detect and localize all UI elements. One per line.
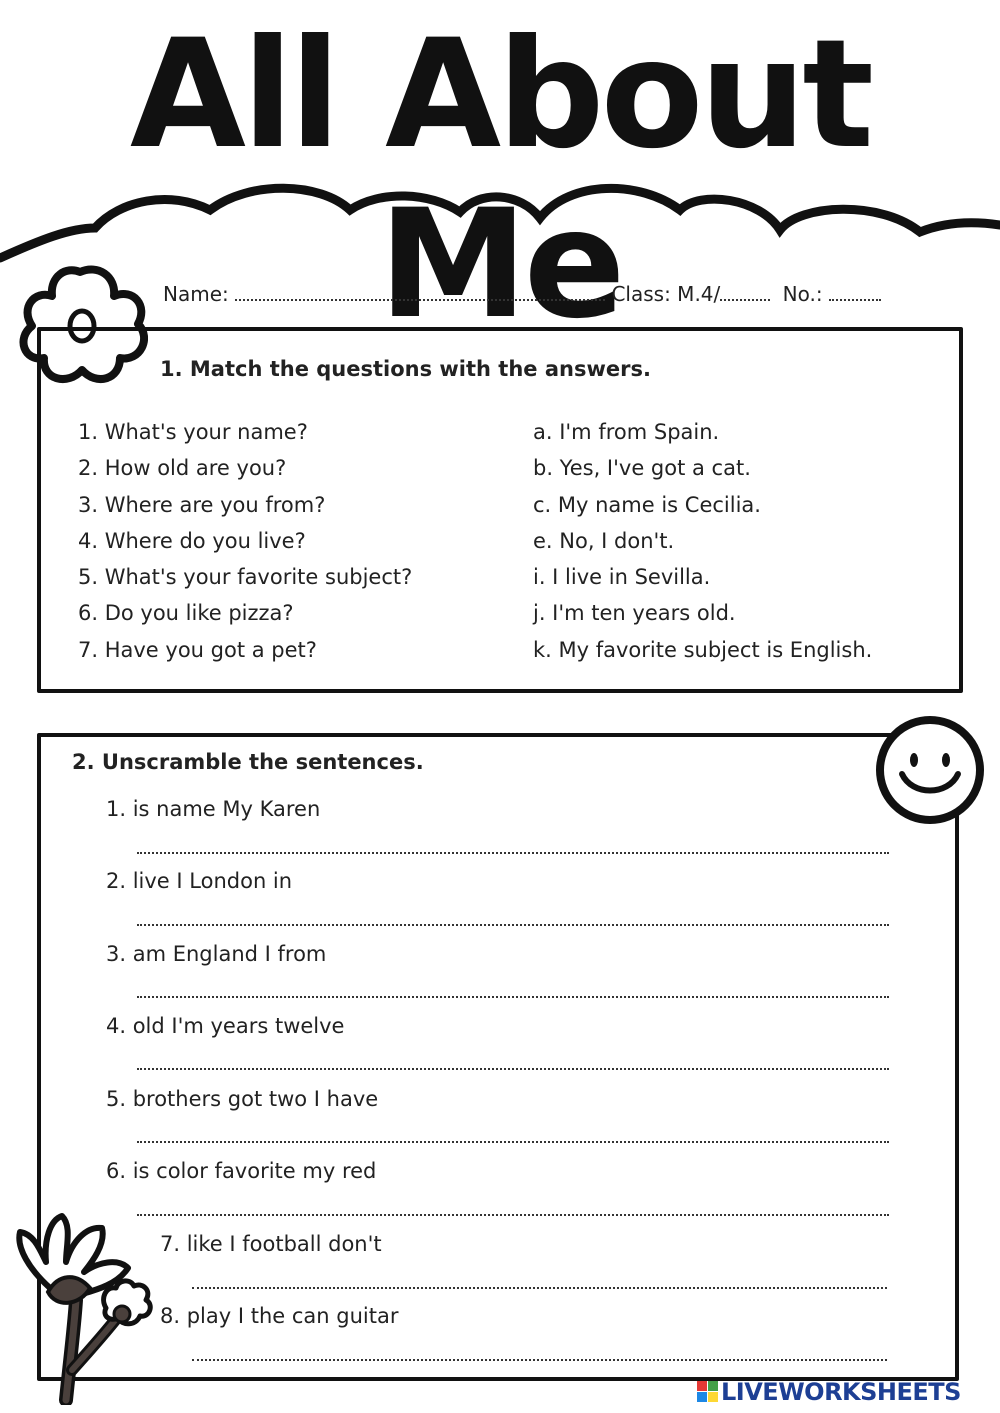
answer-line[interactable]	[137, 1068, 889, 1070]
answer-item: b. Yes, I've got a cat.	[533, 456, 751, 481]
question-list	[78, 414, 412, 668]
unscramble-item: 6. is color favorite my red	[106, 1159, 377, 1183]
number-field[interactable]	[829, 283, 881, 301]
answer-line[interactable]	[192, 1359, 887, 1361]
answer-list	[533, 414, 872, 668]
answer-item: i. I live in Sevilla.	[533, 565, 711, 590]
answer-item: k. My favorite subject is English.	[533, 637, 873, 662]
class-field[interactable]	[720, 283, 770, 301]
question-item: 5. What's your favorite subject?	[78, 565, 413, 590]
unscramble-item: 3. am England I from	[106, 942, 327, 966]
name-label: Name:	[163, 282, 229, 306]
class-label: Class: M.4/	[611, 282, 721, 306]
page-title: All About Me	[129, 8, 871, 352]
answer-line[interactable]	[137, 996, 889, 998]
unscramble-item: 5. brothers got two I have	[106, 1087, 379, 1111]
daisy-flowers-icon	[10, 1210, 160, 1405]
unscramble-item: 2. live I London in	[106, 869, 293, 893]
liveworksheets-logo	[697, 1378, 961, 1406]
answer-item: c. My name is Cecilia.	[533, 492, 761, 517]
answer-line[interactable]	[192, 1287, 887, 1289]
question-item: 7. Have you got a pet?	[78, 637, 317, 662]
question-item: 2. How old are you?	[78, 456, 287, 481]
answer-line[interactable]	[137, 852, 889, 854]
answer-item: e. No, I don't.	[533, 528, 675, 553]
question-item: 6. Do you like pizza?	[78, 601, 294, 626]
unscramble-item: 4. old I'm years twelve	[106, 1014, 345, 1038]
answer-line[interactable]	[137, 1214, 889, 1216]
question-item: 1. What's your name?	[78, 420, 308, 444]
unscramble-item: 1. is name My Karen	[106, 797, 321, 821]
student-info-line	[163, 282, 881, 306]
answer-item: a. I'm from Spain.	[533, 420, 720, 444]
unscramble-item: 8. play I the can guitar	[160, 1304, 399, 1328]
logo-text: LIVEWORKSHEETS	[721, 1378, 961, 1406]
exercise1-heading: 1. Match the questions with the answers.	[160, 357, 651, 381]
unscramble-item: 7. like I football don't	[160, 1232, 382, 1256]
question-item: 4. Where do you live?	[78, 528, 306, 553]
logo-icon	[697, 1381, 719, 1403]
exercise2-heading: 2. Unscramble the sentences.	[72, 750, 424, 774]
answer-line[interactable]	[137, 1141, 889, 1143]
answer-item: j. I'm ten years old.	[533, 601, 736, 626]
question-item: 3. Where are you from?	[78, 492, 326, 517]
smiley-icon	[872, 712, 988, 828]
number-label: No.:	[782, 282, 823, 306]
exercise2-box	[37, 733, 959, 1381]
name-field[interactable]	[235, 283, 605, 301]
cloud-border-decoration	[0, 170, 1000, 290]
answer-line[interactable]	[137, 924, 889, 926]
